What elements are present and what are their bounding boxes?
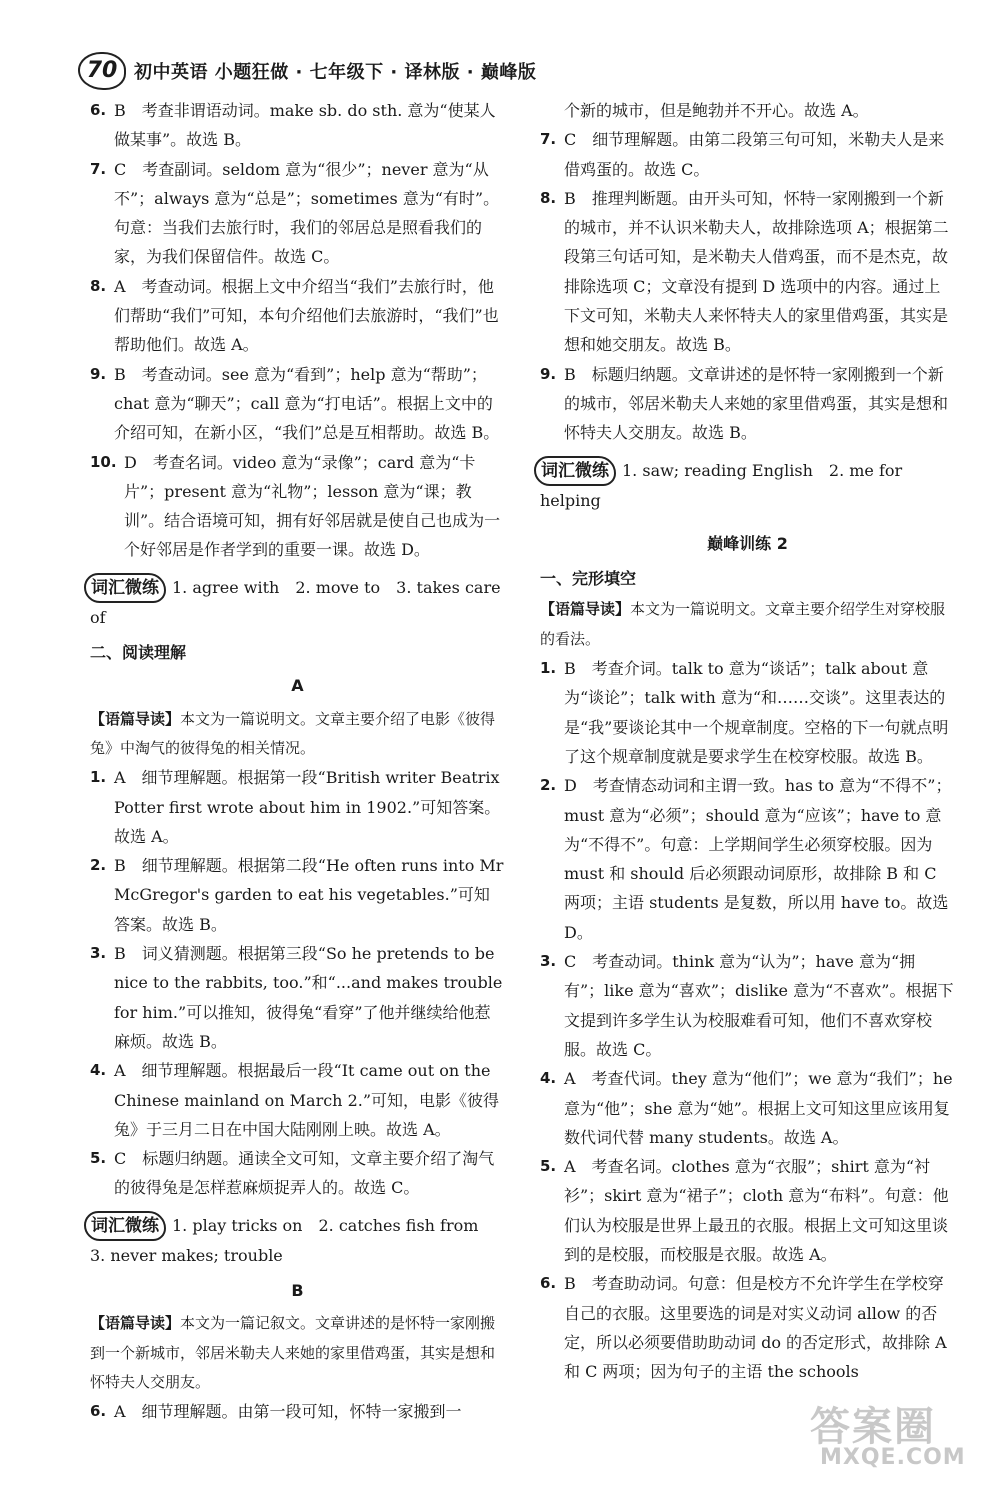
- training-title: 巅峰训练 2: [707, 533, 788, 553]
- answer-item: 1. B 考查介词。talk to 意为“谈话”；talk about 意为“谈论”；talk with 意为“和……交谈”。这里表达的是“我”要谈论其中一个规章制度。空格的下一句就点明了这个规章制度就是要求学生在校穿校服。故选 B。: [540, 659, 949, 766]
- left-column: [90, 96, 505, 1426]
- answer-item: 3. B 词义猜测题。根据第三段“So he pretends to be nice to the rabbits, too.”和“...and makes trouble for him.”可以推知，彼得兔“看穿”了他并继续给他惹麻烦。故选 B。: [90, 944, 503, 1051]
- answer-item-continued: 个新的城市，但是鲍勃并不开心。故选 A。: [564, 101, 869, 120]
- answer-item: 5. A 考查名词。clothes 意为“衣服”；shirt 意为“衬衫”；skirt 意为“裙子”；cloth 意为“布料”。句意：他们认为校服是世界上最丑的衣服。根据上文可知这里谈到的是校服，而校服是衣服。故选 A。: [540, 1157, 949, 1264]
- vocab-practice: [90, 1211, 505, 1270]
- answer-item: 7. C 细节理解题。由第二段第三句可知，米勒夫人是来借鸡蛋的。故选 C。: [540, 130, 945, 179]
- answer-item: 8. B 推理判断题。由开头可知，怀特一家刚搬到一个新的城市，并不认识米勒夫人，故排除选项 A；根据第二段第三句话可知，是米勒夫人借鸡蛋，而不是杰克，故排除选项 C；文章没有提到 D 选项中的内容。通过上下文可知，米勒夫人来怀特夫人的家里借鸡蛋，其实是想和她交朋友。故选 B。: [540, 188, 949, 355]
- passage-guide: 【语篇导读】本文为一篇记叙文。文章讲述的是怀特一家刚搬到一个新城市，邻居米勒夫人来她的家里借鸡蛋，其实是想和怀特夫人交朋友。: [90, 1314, 496, 1391]
- answer-item: 9. B 考查动词。see 意为“看到”；help 意为“帮助”；chat 意为“聊天”；call 意为“打电话”。根据上文中的介绍可知，在新小区，“我们”总是互相帮助。故选 B。: [90, 364, 500, 443]
- answer-item: 6. B 考查非谓语动词。make sb. do sth. 意为“使某人做某事”。故选 B。: [90, 101, 496, 150]
- answer-item: 6. A 细节理解题。由第一段可知，怀特一家搬到一: [90, 1402, 462, 1422]
- passage-title: B: [291, 1280, 304, 1300]
- answer-item: 5. C 标题归纳题。通读全文可知，文章主要介绍了淘气的彼得兔是怎样惹麻烦捉弄人的。故选 C。: [90, 1149, 495, 1198]
- page-header: [78, 48, 978, 88]
- vocab-badge: 词汇微练: [534, 456, 616, 486]
- vocab-practice: [540, 456, 955, 515]
- watermark-logo: 答案圈 MXQE.COM: [810, 1404, 966, 1470]
- answer-item: 8. A 考查动词。根据上文中介绍当“我们”去旅行时，他们帮助“我们”可知，本句介绍他们去旅游时，“我们”也帮助他们。故选 A。: [90, 276, 499, 355]
- answer-item: 2. B 细节理解题。根据第二段“He often runs into Mr McGregor's garden to eat his vegetables.”可知答案。故选 B。: [90, 856, 504, 934]
- vocab-badge: 词汇微练: [84, 573, 166, 603]
- section-title: 一、完形填空: [540, 569, 637, 589]
- vocab-answers-cont: 3. never makes; trouble: [90, 1245, 283, 1265]
- answer-item: 3. C 考查动词。think 意为“认为”；have 意为“拥有”；like 意为“喜欢”；dislike 意为“不喜欢”。根据下文提到许多学生认为校服难看可知，他们不喜欢穿校服。故选 C。: [540, 952, 954, 1059]
- answer-item: 4. A 细节理解题。根据最后一段“It came out on the Chinese mainland on March 2.”可知，电影《彼得兔》于三月二日在中国大陆刚刚上映。故选 A。: [90, 1061, 500, 1139]
- vocab-answers: 1. agree with 2. move to 3. takes care of: [90, 577, 501, 627]
- section-title: 二、阅读理解: [90, 643, 187, 663]
- passage-guide: 【语篇导读】本文为一篇说明文。文章主要介绍学生对穿校服的看法。: [540, 600, 946, 648]
- answer-item: 10. D 考查名词。video 意为“录像”；card 意为“卡片”；present 意为“礼物”；lesson 意为“课；教训”。结合语境可知，拥有好邻居就是使自己也成为一个好邻居是作者学到的重要一课。故选 D。: [90, 452, 501, 560]
- answer-item: 7. C 考查副词。seldom 意为“很少”；never 意为“从不”；always 意为“总是”；sometimes 意为“有时”。句意：当我们去旅行时，我们的邻居总是照看我们的家，为我们保留信件。故选 C。: [90, 159, 500, 267]
- answer-item: 6. B 考查助动词。句意：但是校方不允许学生在学校穿自己的衣服。这里要选的词是对实义动词 allow 的否定，所以必须要借助助动词 do 的否定形式，故排除 A 和 C 两项；因为句子的主语 the schools: [540, 1274, 947, 1382]
- answer-item: 1. A 细节理解题。根据第一段“British writer Beatrix Potter first wrote about him in 1902.”可知答案。故选 A。: [90, 768, 501, 846]
- book-title: 初中英语 小题狂做 · 七年级下 · 译林版 · 巅峰版: [134, 62, 537, 83]
- passage-guide: 【语篇导读】本文为一篇说明文。文章主要介绍了电影《彼得兔》中淘气的彼得兔的相关情况。: [90, 709, 496, 757]
- right-column: [540, 96, 955, 1386]
- answer-item: 4. A 考查代词。they 意为“他们”；we 意为“我们”；he 意为“他”；she 意为“她”。根据上文可知这里应该用复数代词代替 many students。故选 A。: [540, 1069, 953, 1147]
- vocab-practice: [90, 573, 505, 632]
- vocab-answers: 1. saw; reading English 2. me for helping: [540, 460, 903, 510]
- vocab-answers: 1. play tricks on 2. catches fish from: [172, 1215, 479, 1235]
- answer-item: 2. D 考查情态动词和主谓一致。has to 意为“不得不”；must 意为“必须”；should 意为“应该”；have to 意为“不得不”。句意：上学期间学生必须穿校服。因为 must 和 should 后必须跟动词原形，故排除 B 和 C 两项；主语 students 是复数，所以用 have to。故选 D。: [540, 776, 952, 942]
- answer-item: 9. B 标题归纳题。文章讲述的是怀特一家刚搬到一个新的城市，邻居米勒夫人来她的家里借鸡蛋，其实是想和怀特夫人交朋友。故选 B。: [540, 364, 949, 443]
- vocab-badge: 词汇微练: [84, 1211, 166, 1241]
- page-number: 70: [78, 52, 126, 90]
- passage-title: A: [291, 676, 304, 696]
